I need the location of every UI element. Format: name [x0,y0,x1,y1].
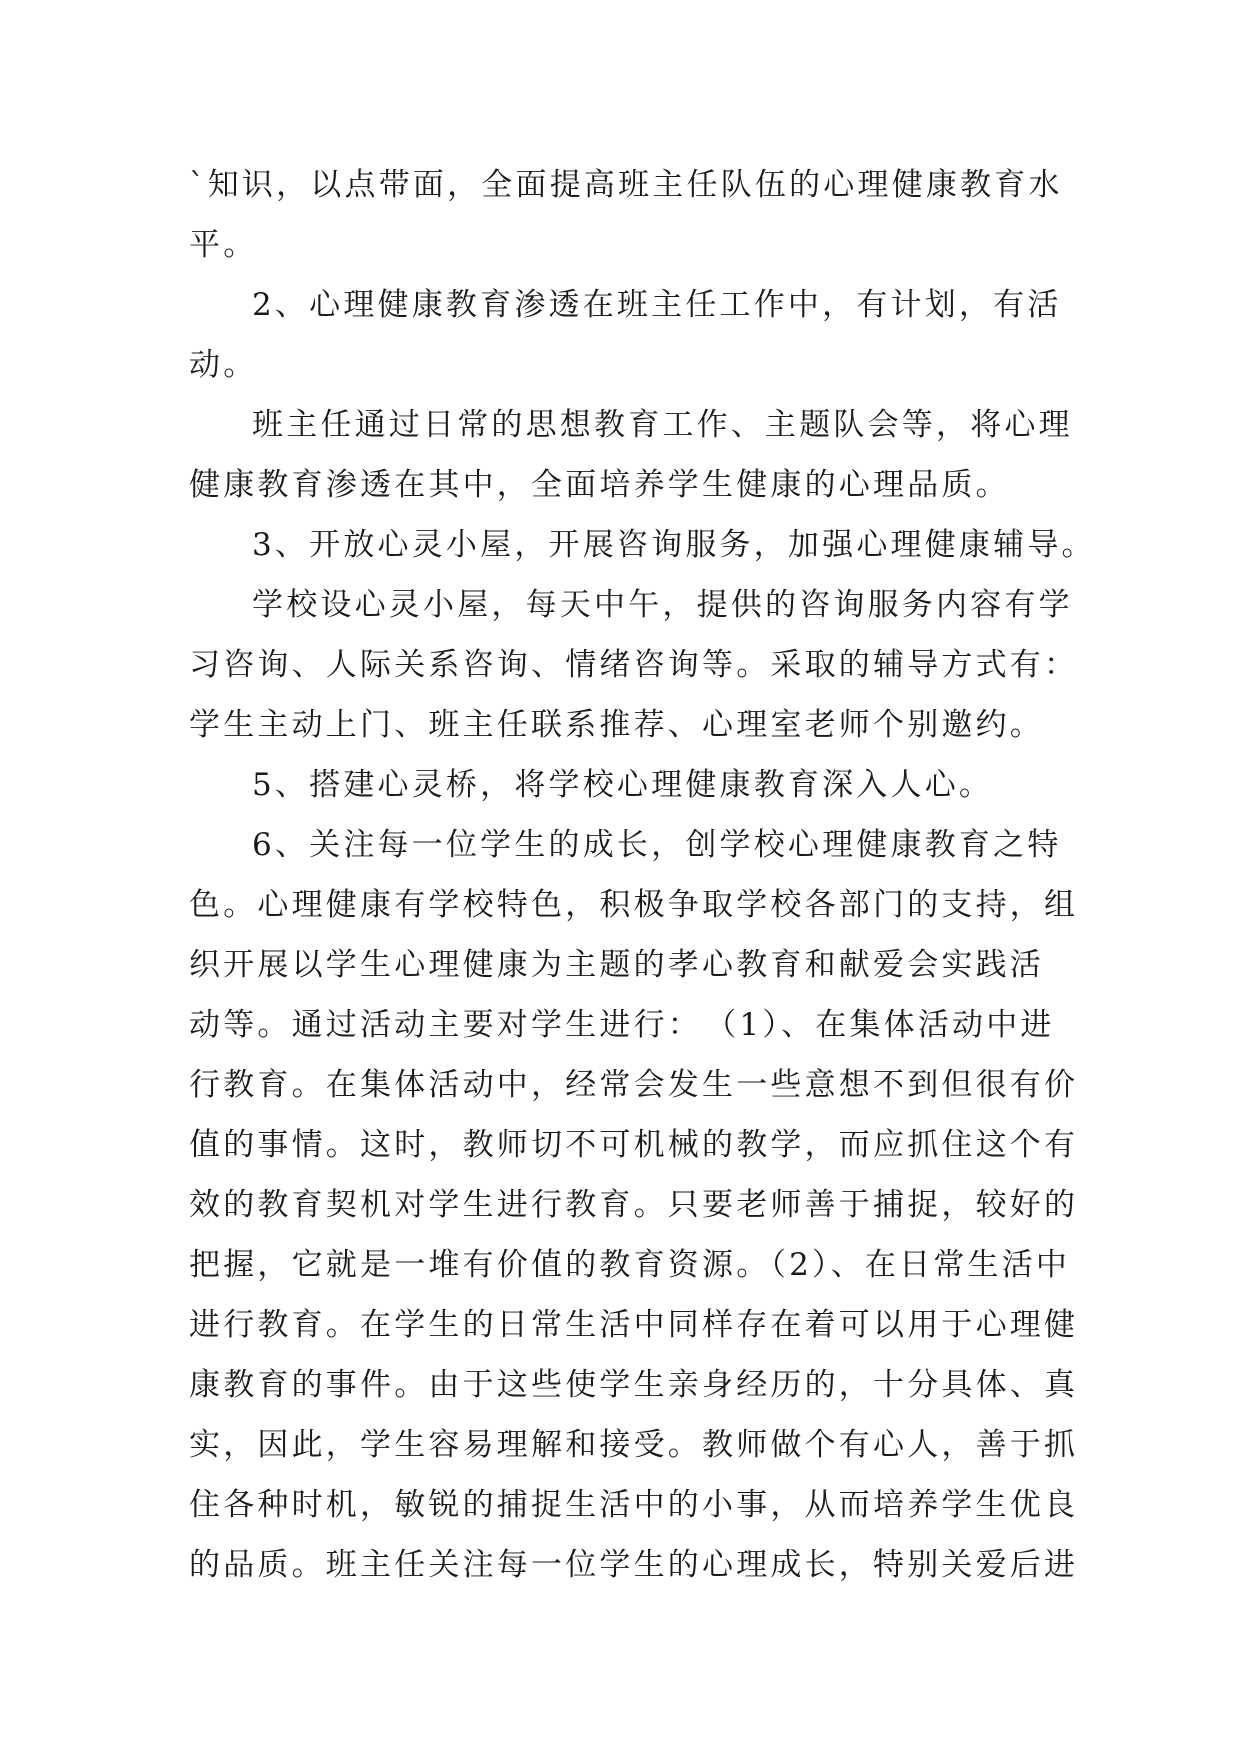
text-line: 学生主动上门、班主任联系推荐、心理室老师个别邀约。 [189,707,1044,743]
text-line: 动等。通过活动主要对学生进行： （1）、在集体活动中进 [189,1007,1055,1043]
text-line: 效的教育契机对学生进行教育。只要老师善于捕捉，较好的 [189,1187,1079,1223]
text-line: 5、搭建心灵桥，将学校心理健康教育深入人心。 [252,767,994,803]
text-line: 织开展以学生心理健康为主题的孝心教育和献爱会实践活 [189,947,1044,983]
text-line: 住各种时机，敏锐的捕捉生活中的小事，从而培养学生优良 [189,1487,1079,1523]
text-line: 学校设心灵小屋，每天中午，提供的咨询服务内容有学 [252,587,1073,623]
text-line: 实，因此，学生容易理解和接受。教师做个有心人，善于抓 [189,1427,1079,1463]
text-line: 行教育。在集体活动中，经常会发生一些意想不到但很有价 [189,1067,1079,1103]
text-line: 进行教育。在学生的日常生活中同样存在着可以用于心理健 [189,1307,1079,1343]
text-line: 3、开放心灵小屋，开展咨询服务，加强心理健康辅导。 [252,527,1096,563]
text-line: 6、关注每一位学生的成长，创学校心理健康教育之特 [252,827,1062,863]
text-line: 的品质。班主任关注每一位学生的心理成长，特别关爱后进 [189,1547,1079,1583]
text-line: 2、心理健康教育渗透在班主任工作中，有计划，有活 [252,287,1062,323]
text-line: 动。 [189,347,258,383]
text-line: 值的事情。这时，教师切不可机械的教学，而应抓住这个有 [189,1127,1079,1163]
text-line: `知识，以点带面，全面提高班主任队伍的心理健康教育水 [189,167,1063,203]
text-line: 健康教育渗透在其中，全面培养学生健康的心理品质。 [189,467,1010,503]
text-line: 习咨询、人际关系咨询、情绪咨询等。采取的辅导方式有： [189,647,1079,683]
text-line: 色。心理健康有学校特色，积极争取学校各部门的支持，组 [189,887,1079,923]
text-line: 平。 [189,227,258,263]
text-line: 班主任通过日常的思想教育工作、主题队会等，将心理 [252,407,1073,443]
text-line: 把握，它就是一堆有价值的教育资源。（2）、在日常生活中 [189,1247,1071,1283]
text-line: 康教育的事件。由于这些使学生亲身经历的，十分具体、真 [189,1367,1079,1403]
